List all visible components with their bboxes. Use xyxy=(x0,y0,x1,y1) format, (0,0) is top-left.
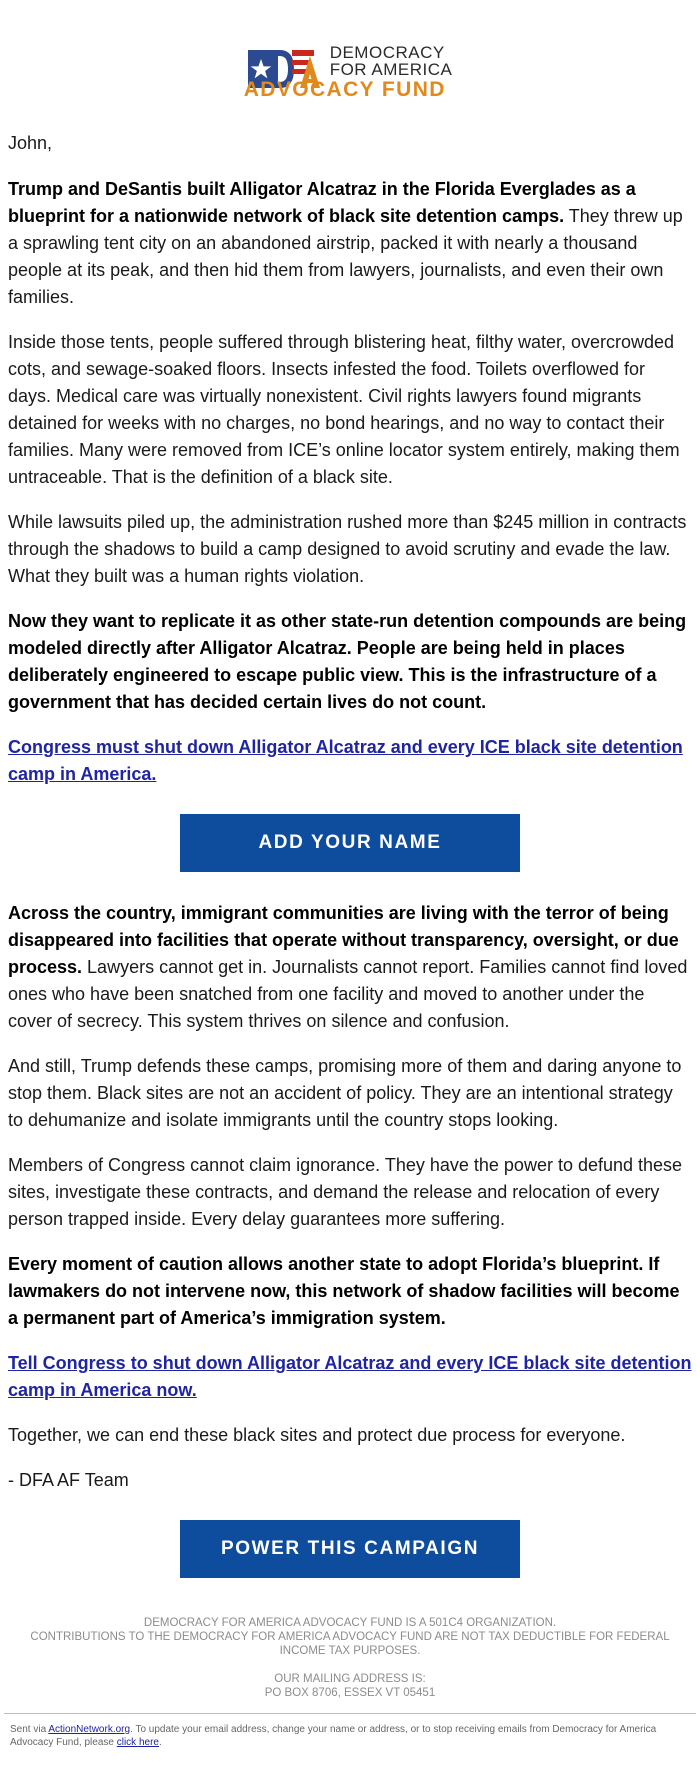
petition-link-paragraph-2 xyxy=(8,1350,692,1404)
actionnetwork-link[interactable]: ActionNetwork.org xyxy=(48,1724,131,1735)
petition-link-paragraph-1 xyxy=(8,734,692,788)
paragraph-5-rest: Lawyers cannot get in. Journalists cannot report. Families cannot find loved ones who have been snatched from one facility and moved to another under the cover of secrecy. This system thrives on silence and confusion. xyxy=(8,957,688,1031)
signoff: - DFA AF Team xyxy=(8,1470,129,1490)
cta-row-2 xyxy=(8,1520,692,1578)
petition-link-1[interactable]: Congress must shut down Alligator Alcatraz and every ICE black site detention camp in America. xyxy=(8,737,683,784)
sent-via-middle: . To update your email address, change your name or address, or to stop receiving emails from Democracy for America Advocacy Fund, please xyxy=(10,1724,657,1748)
paragraph-9: Together, we can end these black sites and protect due process for everyone. xyxy=(8,1425,626,1445)
footer-org-status: DEMOCRACY FOR AMERICA ADVOCACY FUND IS A 501C4 ORGANIZATION. xyxy=(143,1617,557,1629)
paragraph-1-rest: They threw up a sprawling tent city on an abandoned airstrip, packed it with nearly a thousand people at its peak, and then hid them from lawyers, journalists, and even their own families. xyxy=(8,206,683,307)
paragraph-1 xyxy=(8,176,692,311)
greeting: John, xyxy=(8,133,53,153)
dfa-logo[interactable] xyxy=(243,43,453,130)
footer-address: PO BOX 8706, ESSEX VT 05451 xyxy=(264,1687,436,1699)
sent-via-prefix: Sent via xyxy=(10,1724,49,1735)
logo-wordmark xyxy=(243,43,453,101)
logo-line-for-america: FOR AMERICA xyxy=(329,60,453,79)
paragraph-3: While lawsuits piled up, the administration rushed more than $245 million in contracts through the shadows to build a camp designed to avoid scrutiny and evade the law. What they built was a human rights violation. xyxy=(8,512,687,586)
paragraph-7: Members of Congress cannot claim ignorance. They have the power to defund these sites, investigate these contracts, and demand the release and relocation of every person trapped inside. Every delay guarantees more suffering. xyxy=(8,1155,683,1229)
add-your-name-button[interactable]: ADD YOUR NAME xyxy=(180,814,520,872)
paragraph-2: Inside those tents, people suffered through blistering heat, filthy water, overcrowded cots, and sewage-soaked floors. Insects infested the food. Toilets overflowed for days. Medical care was virtually nonexistent. Civil rights lawyers found migrants detained for weeks with no charges, no bond hearings, and no way to contact their families. Many were removed from ICE’s online locator system entirely, making them untraceable. That is the definition of a black site. xyxy=(8,332,680,487)
paragraph-4-bold: Now they want to replicate it as other state-run detention compounds are being modeled directly after Alligator Alcatraz. People are being held in places deliberately engineered to escape public view. This is the infrastructure of a government that has decided certain lives do not count. xyxy=(8,611,687,712)
header xyxy=(0,0,700,130)
email-body xyxy=(0,130,700,1578)
logo-line-democracy: DEMOCRACY xyxy=(329,43,445,62)
paragraph-4 xyxy=(8,608,692,716)
petition-link-2[interactable]: Tell Congress to shut down Alligator Alcatraz and every ICE black site detention camp in America now. xyxy=(8,1353,692,1400)
paragraph-1-bold: Trump and DeSantis built Alligator Alcatraz in the Florida Everglades as a blueprint for a nationwide network of black site detention camps. xyxy=(8,179,636,226)
paragraph-8-bold: Every moment of caution allows another state to adopt Florida’s blueprint. If lawmakers do not intervene now, this network of shadow facilities will become a permanent part of America’s immigration system. xyxy=(8,1254,680,1328)
paragraph-5 xyxy=(8,900,692,1035)
power-this-campaign-button[interactable]: POWER THIS CAMPAIGN xyxy=(180,1520,520,1578)
paragraph-8 xyxy=(8,1251,692,1332)
footer-gap xyxy=(0,1658,700,1672)
paragraph-5-bold: Across the country, immigrant communities are living with the terror of being disappeared into facilities that operate without transparency, oversight, or due process. xyxy=(8,903,679,977)
footer-tax-notice: CONTRIBUTIONS TO THE DEMOCRACY FOR AMERICA ADVOCACY FUND ARE NOT TAX DEDUCTIBLE FOR FEDERAL INCOME TAX PURPOSES. xyxy=(30,1631,670,1657)
sent-via-bar xyxy=(4,1713,696,1749)
unsubscribe-link[interactable]: click here xyxy=(116,1737,159,1748)
paragraph-6: And still, Trump defends these camps, promising more of them and daring anyone to stop them. Black sites are not an accident of policy. They are an intentional strategy to dehumanize and isolate immigrants until the country stops looking. xyxy=(8,1056,682,1130)
cta-row-1 xyxy=(8,814,692,872)
logo-line-advocacy-fund: ADVOCACY FUND xyxy=(243,78,446,101)
footer-address-label: OUR MAILING ADDRESS IS: xyxy=(274,1673,426,1685)
footer xyxy=(0,1616,700,1700)
sent-via-suffix: . xyxy=(158,1737,162,1748)
